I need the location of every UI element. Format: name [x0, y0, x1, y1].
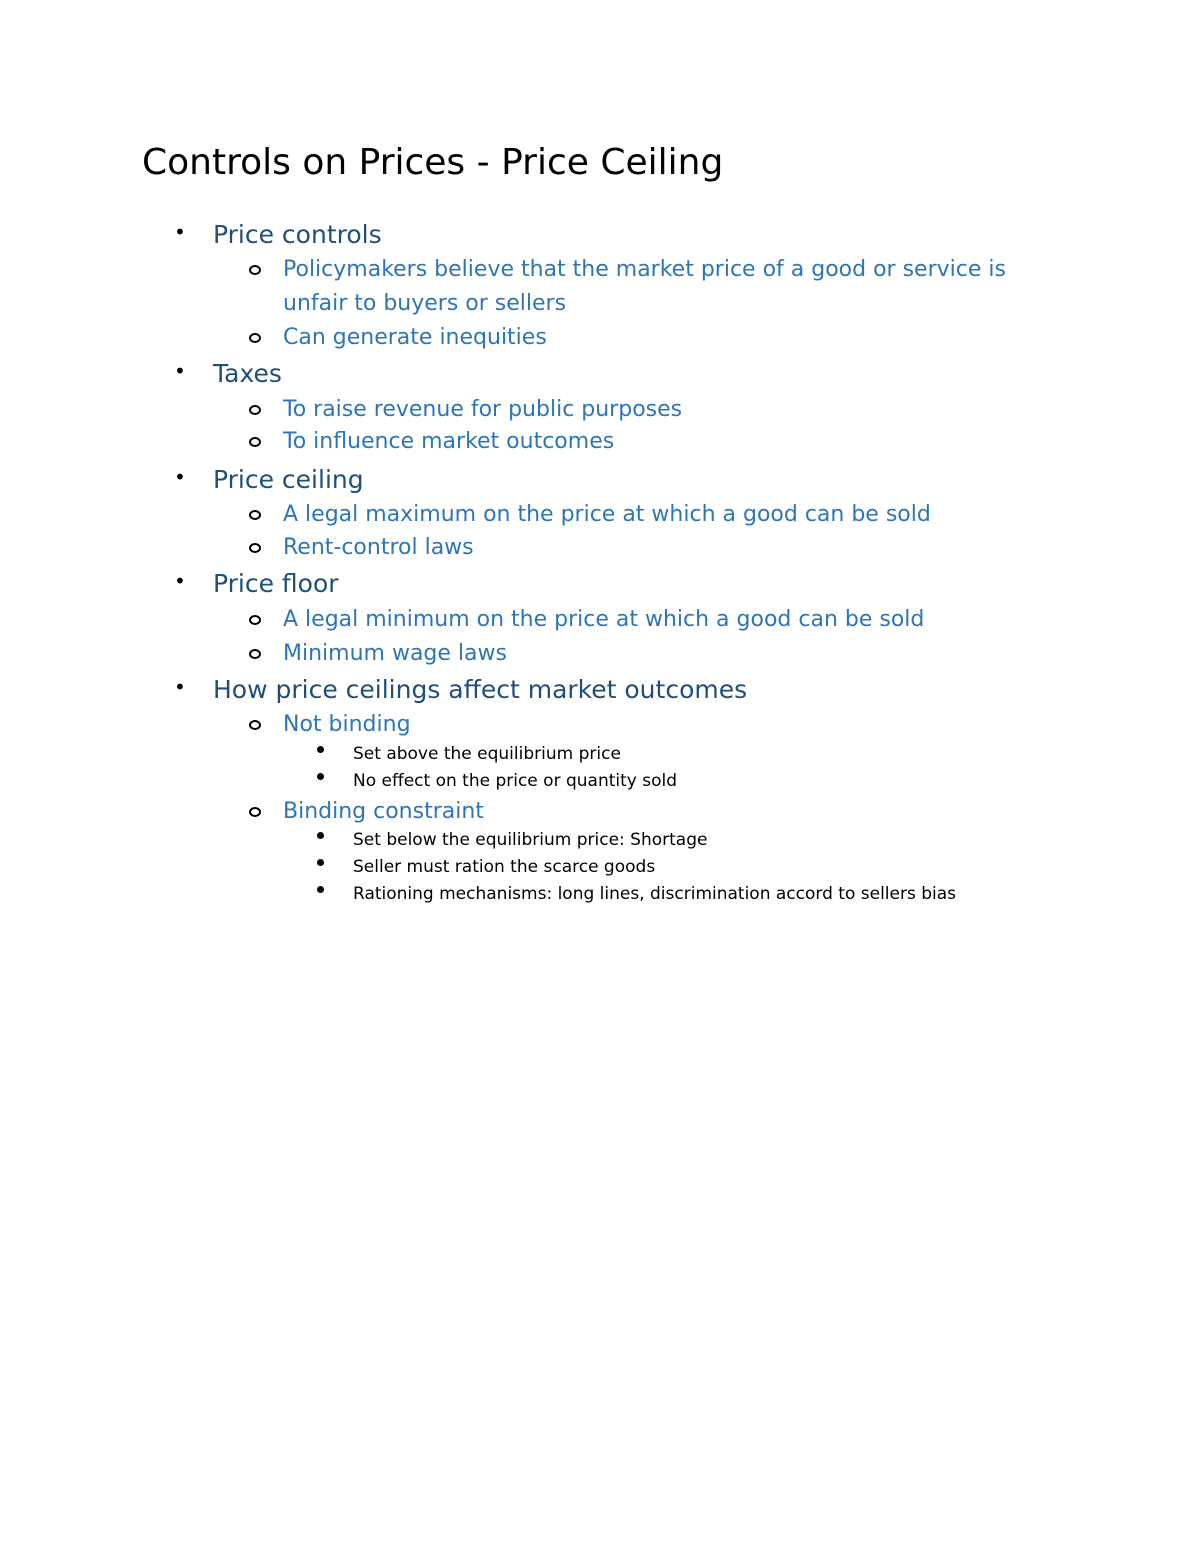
hollow-bullet-icon	[249, 615, 261, 625]
outline-subitem: Not binding	[283, 712, 411, 737]
outline-subsubitem: Set above the equilibrium price	[353, 744, 621, 764]
hollow-bullet-icon	[249, 405, 261, 415]
bullet-icon: •	[174, 359, 186, 383]
outline-subitem: Can generate inequities	[283, 325, 547, 350]
outline-subitem-continuation: unfair to buyers or sellers	[283, 291, 567, 316]
outline-subitem: A legal minimum on the price at which a good can be sold	[283, 607, 925, 632]
hollow-bullet-icon	[249, 265, 261, 275]
outline-item: Price ceiling	[213, 465, 364, 494]
page-title: Controls on Prices - Price Ceiling	[142, 142, 724, 183]
bullet-icon	[317, 859, 324, 866]
outline-subitem: To influence market outcomes	[283, 429, 615, 454]
outline-subsubitem: No effect on the price or quantity sold	[353, 771, 678, 791]
bullet-icon	[317, 832, 324, 839]
outline-subitem: Minimum wage laws	[283, 641, 507, 666]
bullet-icon	[317, 773, 324, 780]
outline-subitem: Binding constraint	[283, 799, 484, 824]
outline-subsubitem: Rationing mechanisms: long lines, discrimination accord to sellers bias	[353, 884, 957, 904]
bullet-icon: •	[174, 465, 186, 489]
bullet-icon	[317, 746, 324, 753]
outline-subsubitem: Set below the equilibrium price: Shortage	[353, 830, 708, 850]
bullet-icon: •	[174, 675, 186, 699]
outline-item: How price ceilings affect market outcomes	[213, 675, 748, 704]
hollow-bullet-icon	[249, 510, 261, 520]
hollow-bullet-icon	[249, 543, 261, 553]
outline-item: Price controls	[213, 220, 382, 249]
bullet-icon	[317, 886, 324, 893]
hollow-bullet-icon	[249, 437, 261, 447]
outline-subitem: A legal maximum on the price at which a good can be sold	[283, 502, 931, 527]
hollow-bullet-icon	[249, 649, 261, 659]
outline-item: Price floor	[213, 569, 339, 598]
hollow-bullet-icon	[249, 720, 261, 730]
bullet-icon: •	[174, 569, 186, 593]
outline-subitem: To raise revenue for public purposes	[283, 397, 683, 422]
hollow-bullet-icon	[249, 333, 261, 343]
outline-subitem: Rent-control laws	[283, 535, 474, 560]
bullet-icon: •	[174, 220, 186, 244]
hollow-bullet-icon	[249, 807, 261, 817]
outline-subitem: Policymakers believe that the market price of a good or service is	[283, 257, 1006, 282]
outline-item: Taxes	[213, 359, 282, 388]
outline-subsubitem: Seller must ration the scarce goods	[353, 857, 656, 877]
